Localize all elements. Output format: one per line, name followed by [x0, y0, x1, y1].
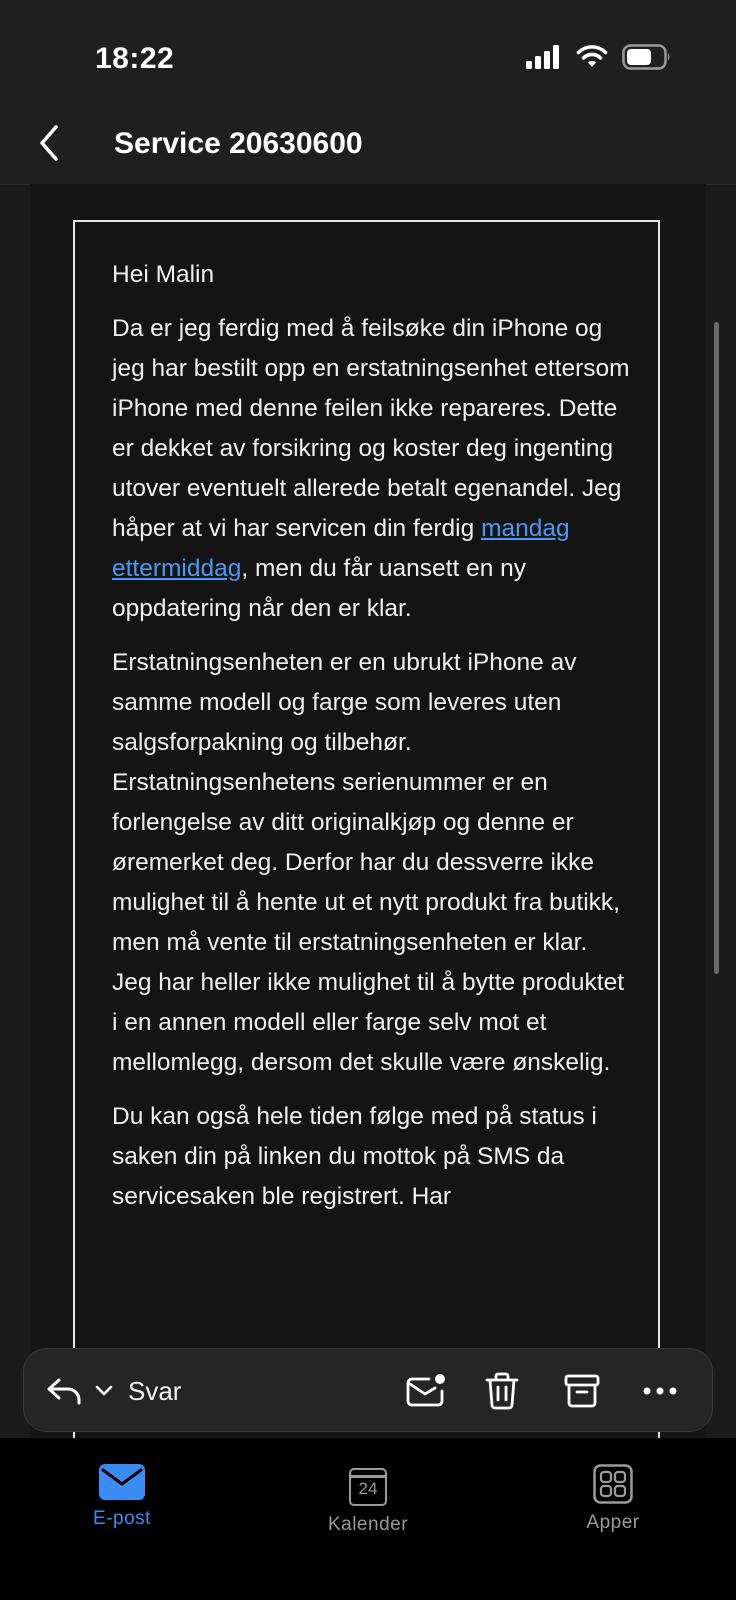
date-link[interactable]: mandag ettermiddag [112, 515, 570, 582]
navigation-bar [0, 110, 736, 185]
tab-calendar[interactable] [298, 1464, 438, 1536]
email-body [112, 255, 632, 1231]
tab-apps[interactable] [543, 1464, 683, 1534]
trash-icon [484, 1372, 520, 1410]
cellular-signal-icon [526, 45, 562, 74]
tab-label: E-post [93, 1508, 151, 1529]
mark-unread-icon [405, 1373, 447, 1409]
tab-email[interactable] [52, 1464, 192, 1530]
email-greeting: Hei Malin [112, 261, 215, 288]
page-title: Service 20630600 [114, 127, 363, 160]
apps-grid-icon [593, 1464, 633, 1504]
archive-icon [564, 1373, 600, 1409]
email-paragraph-1 [112, 309, 632, 629]
tab-label: Kalender [327, 1514, 409, 1535]
battery-icon [622, 44, 672, 75]
email-paragraph-2: Erstatningsenheten er en ubrukt iPhone av samme modell og farge som leveres uten salgsforpakning og tilbehør. Erstatningsenhetens serienummer er en forlengelse av ditt originalkjøp og denne er øremerket deg. Derfor har du dessverre ikke mulighet til å hente ut et nytt produkt fra butikk, men må vente til erstatningsenheten er klar. Jeg har heller ikke mulighet til å bytte produktet i en annen modell eller farge selv mot et mellomlegg, dersom det skulle være ønskelig. [112, 649, 625, 1076]
chevron-down-icon[interactable] [94, 1384, 114, 1398]
reply-button[interactable] [46, 1369, 181, 1413]
paragraph-1-text-end: , men du får uansett en ny oppdatering når den er klar. [112, 555, 527, 622]
status-bar [0, 0, 736, 110]
bottom-tab-bar [0, 1438, 736, 1600]
more-options-button[interactable] [636, 1367, 684, 1415]
archive-button[interactable] [558, 1367, 606, 1415]
chevron-left-icon [36, 123, 62, 163]
more-icon [642, 1386, 678, 1396]
mail-icon [99, 1464, 145, 1500]
action-toolbar [23, 1348, 713, 1432]
back-button[interactable] [24, 118, 74, 168]
calendar-day: 24 [358, 1479, 378, 1498]
reply-arrow-icon [46, 1376, 82, 1406]
scrollbar[interactable] [714, 322, 719, 974]
paragraph-1-text: Da er jeg ferdig med å feilsøke din iPhone og jeg har bestilt opp en erstatningsenhet ettersom iPhone med denne feilen ikke repareres. Dette er dekket av forsikring og koster deg ingenting utover eventuelt allerede betalt egenandel. Jeg håper at vi har servicen din ferdig [112, 315, 630, 542]
reply-label: Svar [128, 1375, 182, 1406]
mark-unread-button[interactable] [402, 1367, 450, 1415]
calendar-icon [349, 1468, 387, 1506]
tab-label: Apper [586, 1512, 640, 1533]
status-time: 18:22 [95, 42, 175, 75]
wifi-icon [576, 45, 608, 74]
delete-button[interactable] [478, 1367, 526, 1415]
status-icons [526, 44, 672, 75]
email-paragraph-3: Du kan også hele tiden følge med på status i saken din på linken du mottok på SMS da servicesaken ble registrert. Har [112, 1103, 597, 1210]
